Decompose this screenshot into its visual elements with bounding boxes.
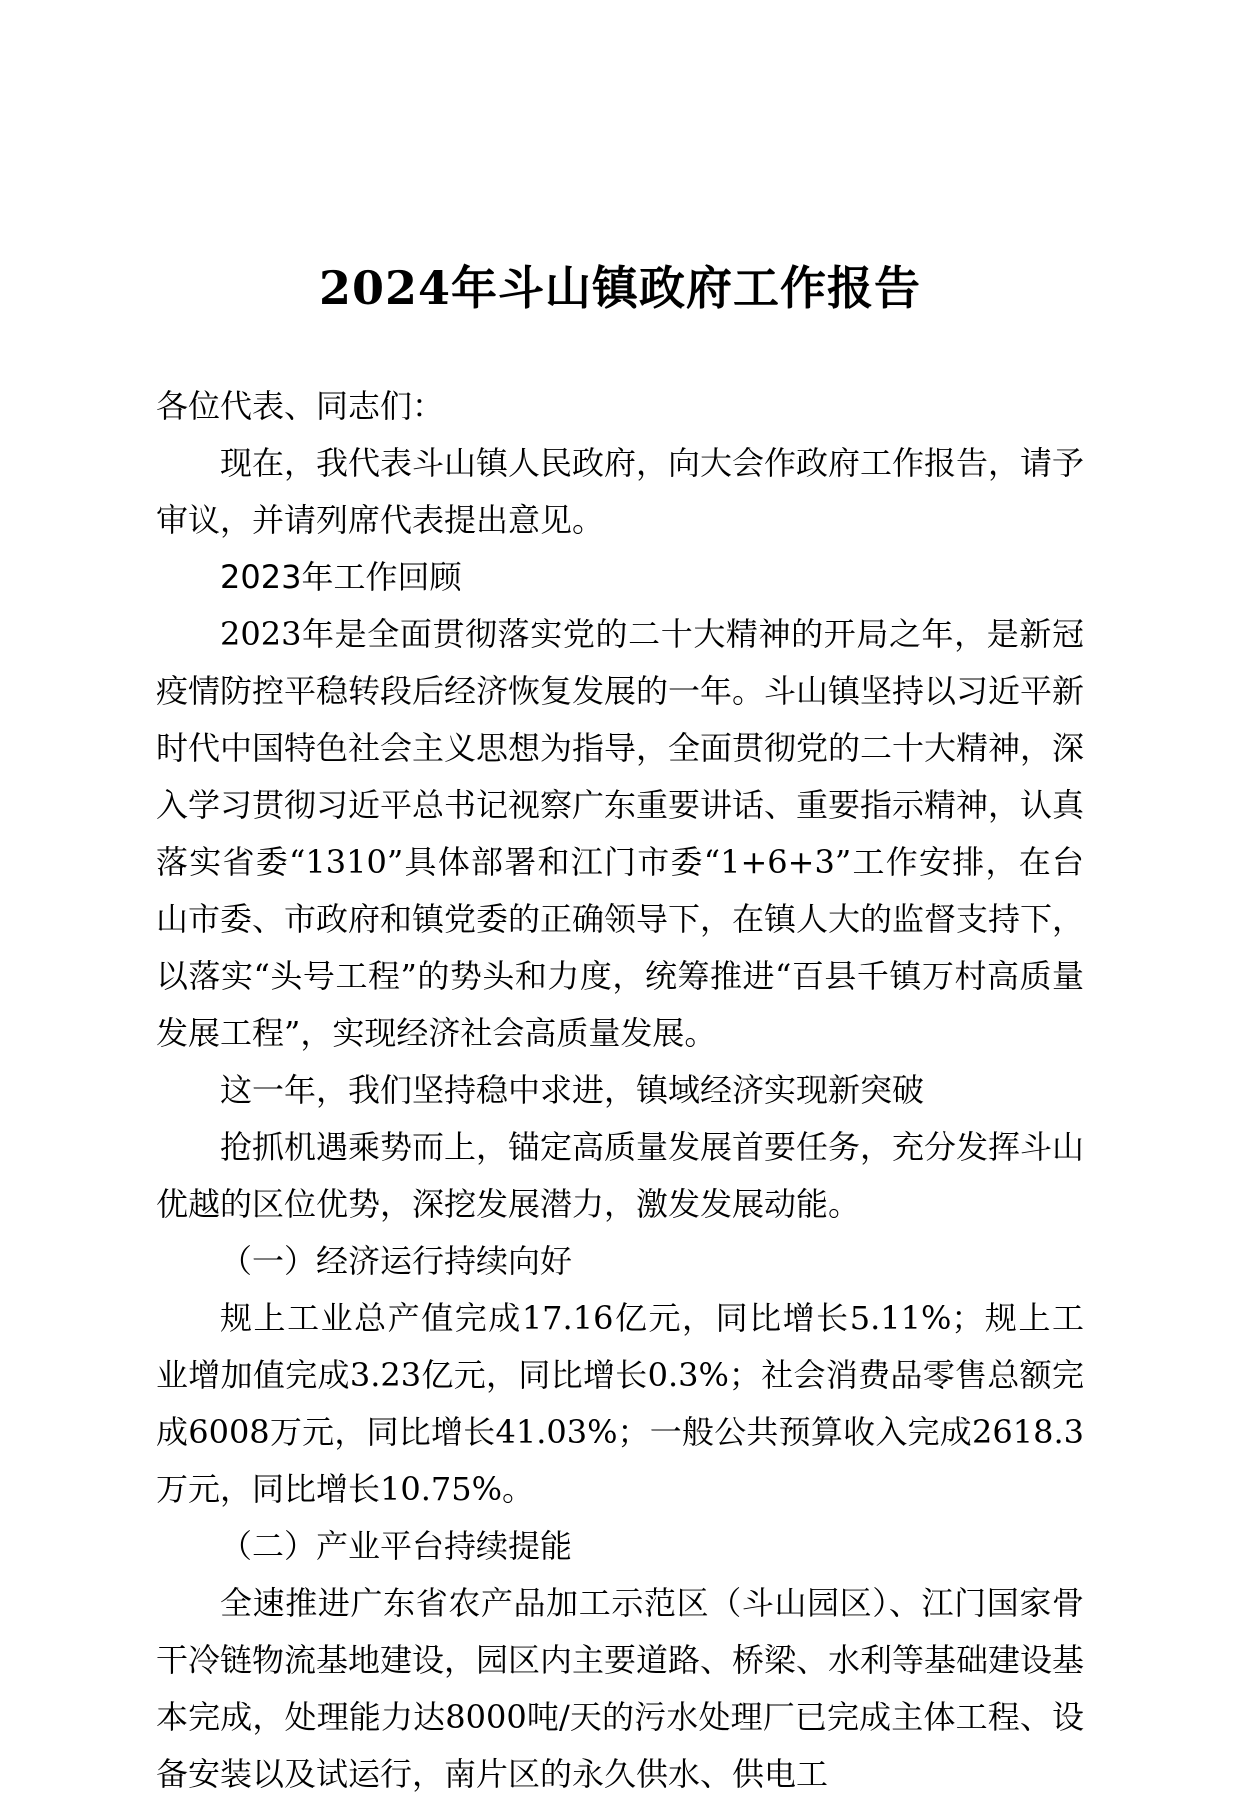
economy-paragraph: 规上工业总产值完成17.16亿元，同比增长5.11%；规上工业增加值完成3.23亿元，同比增长0.3%；社会消费品零售总额完成6008万元，同比增长41.03%；一般公共预算收入完成2618.3万元，同比增长10.75%。 xyxy=(156,1299,1084,1508)
platform-paragraph: 全速推进广东省农产品加工示范区（斗山园区）、江门国家骨干冷链物流基地建设，园区内主要道路、桥梁、水利等基础建设基本完成，处理能力达8000吨/天的污水处理厂已完成主体工程、设备安装以及试运行，南片区的永久供水、供电工 xyxy=(156,1584,1085,1793)
seize-opportunity-paragraph: 抢抓机遇乘势而上，锚定高质量发展首要任务，充分发挥斗山优越的区位优势，深挖发展潜力，激发发展动能。 xyxy=(156,1128,1085,1223)
subheading-economy: （一）经济运行持续向好 xyxy=(220,1242,573,1280)
salutation: 各位代表、同志们： xyxy=(156,387,445,425)
review-paragraph: 2023年是全面贯彻落实党的二十大精神的开局之年，是新冠疫情防控平稳转段后经济恢复发展的一年。斗山镇坚持以习近平新时代中国特色社会主义思想为指导，全面贯彻党的二十大精神，深入学习贯彻习近平总书记视察广东重要讲话、重要指示精神，认真落实省委“1310”具体部署和江门市委“1+6+3”工作安排，在台山市委、市政府和镇党委的正确领导下，在镇人大的监督支持下，以落实“头号工程”的势头和力度，统筹推进“百县千镇万村高质量发展工程”，实现经济社会高质量发展。 xyxy=(156,615,1085,1052)
subheading-platform: （二）产业平台持续提能 xyxy=(220,1527,573,1565)
document-body xyxy=(156,378,1084,1803)
section-heading-2023-review: 2023年工作回顾 xyxy=(220,558,462,596)
this-year-paragraph: 这一年，我们坚持稳中求进，镇域经济实现新突破 xyxy=(220,1071,925,1109)
intro-paragraph: 现在，我代表斗山镇人民政府，向大会作政府工作报告，请予审议，并请列席代表提出意见。 xyxy=(156,444,1085,539)
document-title: 2024年斗山镇政府工作报告 xyxy=(318,261,922,315)
